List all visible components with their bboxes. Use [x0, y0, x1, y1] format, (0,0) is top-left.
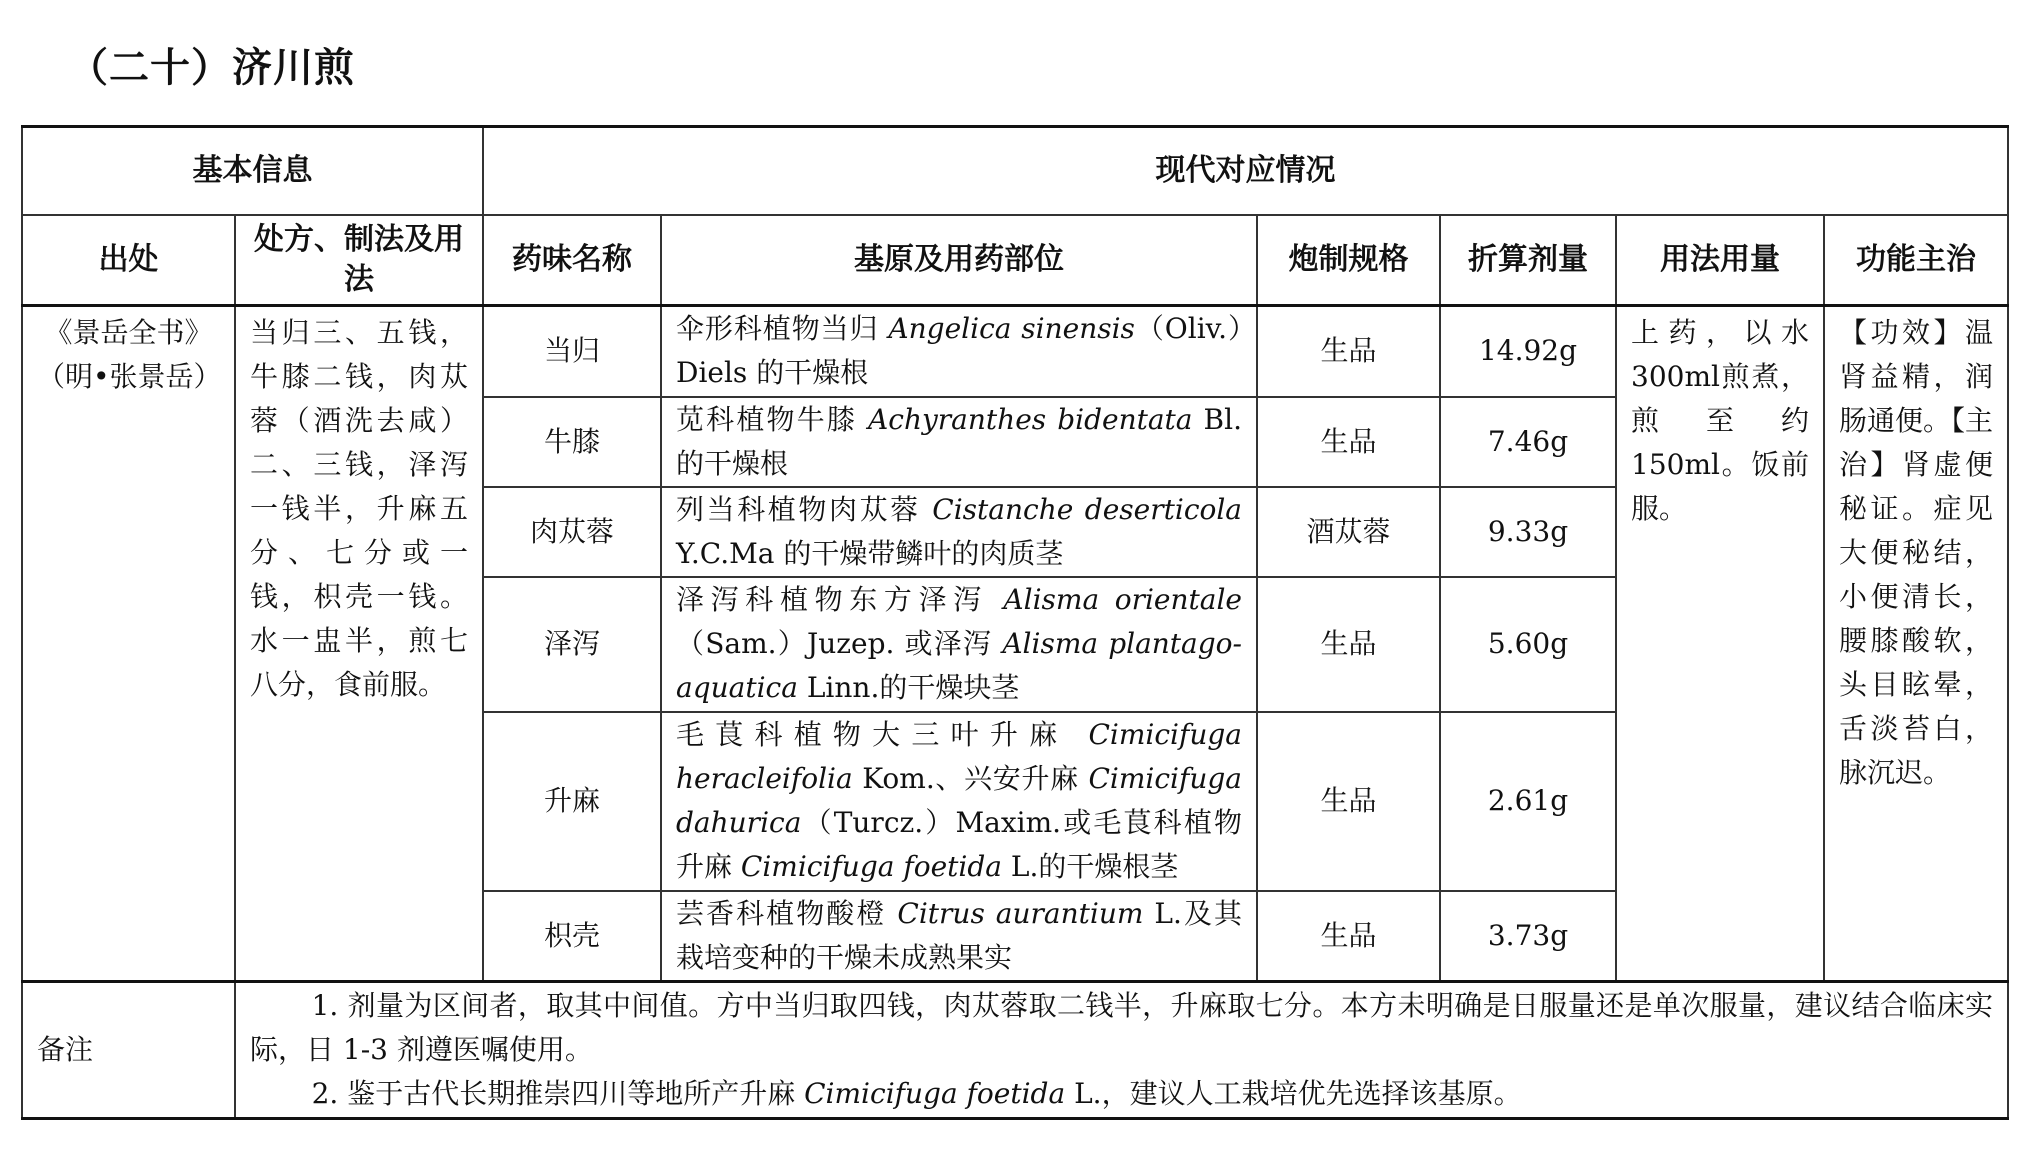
herb-origin [661, 577, 1257, 712]
latin-name: Citrus aurantium [897, 896, 1144, 930]
text-segment: （Sam.）Juzep. 或泽泻 [676, 627, 1003, 660]
herb-processing: 生品 [1257, 306, 1440, 397]
header-herb-name: 药味名称 [483, 215, 661, 306]
herb-origin [661, 891, 1257, 982]
text-segment: 2. 鉴于古代长期推崇四川等地所产升麻 [311, 1076, 805, 1110]
header-processing: 炮制规格 [1257, 215, 1440, 306]
herb-name: 当归 [483, 306, 661, 397]
text-segment: 毛茛科植物大三叶升麻 [676, 718, 1089, 751]
header-origin: 基原及用药部位 [661, 215, 1257, 306]
text-segment: L.及其栽培变种的干燥未成熟果实 [676, 896, 1243, 974]
herb-name: 牛膝 [483, 397, 661, 487]
text-segment: 1. 剂量为区间者，取其中间值。方中当归取四钱，肉苁蓉取二钱半，升麻取七分。本方未明确是日服量还是单次服量，建议结合临床实际，日 1-3 剂遵医嘱使用。 [250, 988, 1993, 1066]
text-segment: 芸香科植物酸橙 [676, 896, 898, 930]
latin-name: Angelica sinensis [888, 312, 1135, 346]
herb-dose: 7.46g [1440, 397, 1616, 487]
latin-name: Cimicifuga heracleifolia [676, 718, 1242, 795]
header-modern: 现代对应情况 [483, 127, 2008, 215]
source-cell: 《景岳全书》（明•张景岳） [22, 306, 235, 982]
herb-processing: 生品 [1257, 577, 1440, 712]
text-segment: L.，建议人工栽培优先选择该基原。 [1065, 1076, 1522, 1110]
table-row [22, 306, 2008, 397]
herb-processing: 生品 [1257, 397, 1440, 487]
herb-name: 枳壳 [483, 891, 661, 982]
herb-origin [661, 487, 1257, 577]
function-cell: 【功效】温肾益精，润肠通便。【主治】肾虚便秘证。症见大便秘结，小便清长，腰膝酸软，头目眩晕，舌淡苔白，脉沉迟。 [1824, 306, 2008, 982]
herb-origin [661, 712, 1257, 891]
text-segment: 伞形科植物当归 [676, 312, 889, 346]
notes-content [235, 981, 2008, 1118]
latin-name: Cimicifuga foetida [740, 850, 1002, 883]
header-source: 出处 [22, 215, 235, 306]
header-prescription: 处方、制法及用法 [235, 215, 483, 306]
text-segment: Linn.的干燥块茎 [797, 671, 1020, 704]
text-segment: 苋科植物牛膝 [676, 402, 869, 436]
note-item [250, 984, 1993, 1072]
herb-dose: 3.73g [1440, 891, 1616, 982]
herb-dose: 2.61g [1440, 712, 1616, 891]
herb-origin [661, 397, 1257, 487]
herb-processing: 酒苁蓉 [1257, 487, 1440, 577]
herb-dose: 5.60g [1440, 577, 1616, 712]
text-segment: （Turcz.）Maxim.或毛茛科植物升麻 [676, 806, 1242, 883]
text-segment: 泽泻科植物东方泽泻 [676, 583, 1004, 616]
text-segment: Bl. 的干燥根 [676, 402, 1242, 480]
herb-origin [661, 306, 1257, 397]
text-segment: Kom.、兴安升麻 [852, 762, 1089, 795]
prescription-cell: 当归三、五钱，牛膝二钱，肉苁蓉（酒洗去咸）二、三钱，泽泻一钱半，升麻五分、七分或一钱，枳壳一钱。水一盅半，煎七八分，食前服。 [235, 306, 483, 982]
latin-name: Cimicifuga foetida [804, 1076, 1066, 1110]
latin-name: Cimicifuga dahurica [676, 762, 1242, 839]
header-usage: 用法用量 [1616, 215, 1824, 306]
latin-name: Cistanche deserticola [932, 492, 1243, 526]
herb-processing: 生品 [1257, 712, 1440, 891]
header-basic-info: 基本信息 [22, 127, 483, 215]
header-function: 功能主治 [1824, 215, 2008, 306]
notes-label: 备注 [22, 981, 235, 1118]
page-title: （二十）济川煎 [68, 44, 355, 91]
usage-cell: 上药，以水300ml煎煮，煎至约150ml。饭前服。 [1616, 306, 1824, 982]
latin-name: Alisma orientale [1003, 583, 1242, 616]
text-segment: Y.C.Ma 的干燥带鳞叶的肉质茎 [676, 536, 1064, 570]
herb-name: 升麻 [483, 712, 661, 891]
herb-processing: 生品 [1257, 891, 1440, 982]
note-item [250, 1072, 1993, 1116]
herb-name: 泽泻 [483, 577, 661, 712]
herb-name: 肉苁蓉 [483, 487, 661, 577]
latin-name: Alisma plantago-aquatica [676, 627, 1242, 704]
text-segment: 列当科植物肉苁蓉 [676, 492, 933, 526]
text-segment: L.的干燥根茎 [1001, 850, 1179, 883]
header-dose: 折算剂量 [1440, 215, 1616, 306]
formula-table [21, 125, 2009, 1120]
latin-name: Achyranthes bidentata [868, 402, 1193, 436]
herb-dose: 14.92g [1440, 306, 1616, 397]
herb-dose: 9.33g [1440, 487, 1616, 577]
text-segment: （Oliv.）Diels 的干燥根 [676, 312, 1243, 390]
